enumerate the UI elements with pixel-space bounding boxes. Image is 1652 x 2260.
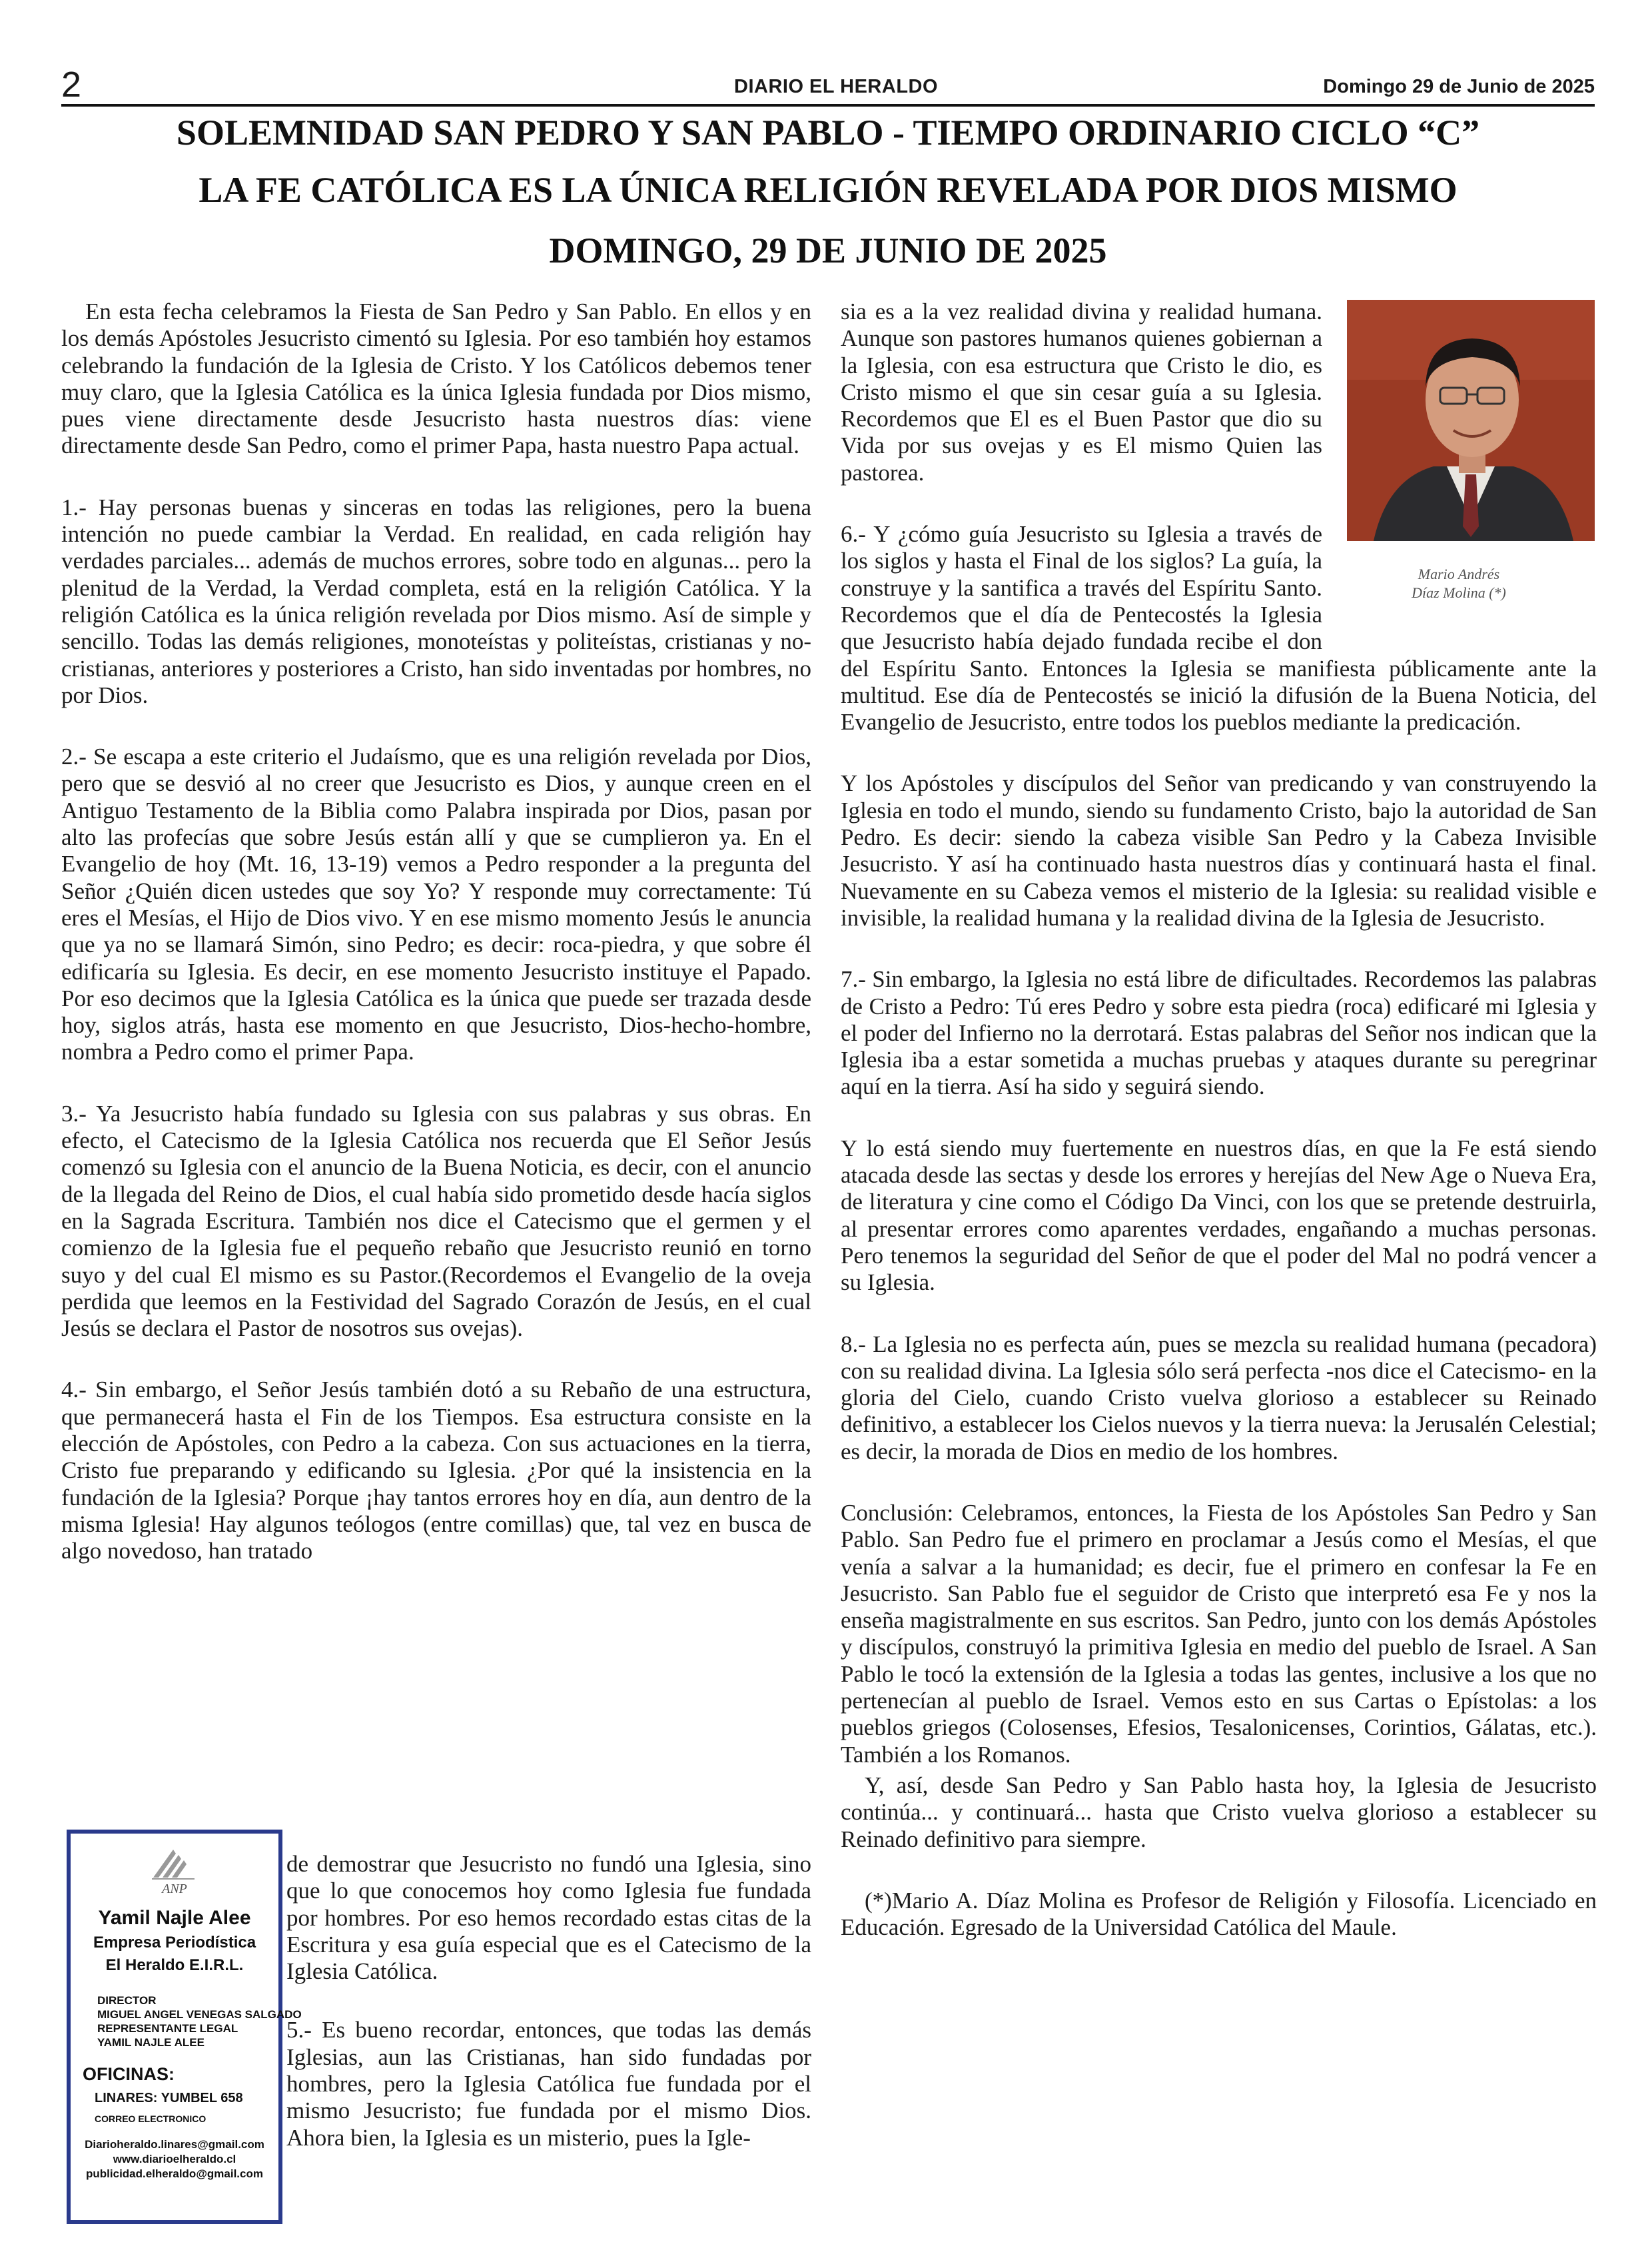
masthead-box	[67, 1830, 302, 2224]
author-photo	[1347, 300, 1595, 541]
paragraph-1: 1.- Hay personas buenas y sinceras en todas las religiones, pero la buena intención no puede cambiar la Verdad. En realidad, en cada religión hay verdades parciales... además de muchos errores, sobre todo en algunas... pero la plenitud de la Verdad, la Verdad completa, está en la religión Católica. Y la religión Católica es la única religión revelada por Dios mismo. Así de simple y sencillo. Todas las demás religiones, monoteístas y politeístas, cristianas y no-cristianas, anteriores y posteriores a Cristo, han sido inventadas por hombres, no por Dios.	[61, 494, 811, 708]
contact-details: Diarioheraldo.linares@gmail.com www.diarioelheraldo.cl publicidad.elheraldo@gmail.com	[85, 2138, 264, 2180]
page-header	[61, 65, 1595, 107]
offices-address: LINARES: YUMBEL 658	[95, 2091, 243, 2105]
issue-date: Domingo 29 de Junio de 2025	[1323, 76, 1595, 97]
headline-date: DOMINGO, 29 DE JUNIO DE 2025	[549, 231, 1107, 271]
anp-logo-icon	[149, 1844, 197, 1882]
newspaper-name: DIARIO EL HERALDO	[734, 76, 939, 97]
email-label: CORREO ELECTRONICO	[95, 2113, 206, 2124]
photo-caption: Mario Andrés Díaz Molina (*)	[1412, 566, 1506, 601]
paragraph-2: 2.- Se escapa a este criterio el Judaísmo, que es una religión revelada por Dios, pero que se desvió al no creer que Jesucristo es Dios, y aunque creen en el Antiguo Testamento de la Biblia como Palabra inspirada por Dios, pasan por alto las profecías que sobre Jesús están allí y que se cumplieron ya. En el Evangelio de hoy (Mt. 16, 13-19) vemos a Pedro responder a la pregunta del Señor ¿Quién dicen ustedes que soy Yo? Y responde muy correctamente: Tú eres el Mesías, el Hijo de Dios vivo. Y en ese mismo momento Jesús le anuncia que ya no se llamará Simón, sino Pedro; es decir: roca-piedra, y que sobre él edificaría su Iglesia. Es decir, en ese momento Jesucristo instituye el Papado. Por eso decimos que la Iglesia Católica es la única que puede ser trazada desde hoy, siglos atrás, hasta ese momento en que Jesucristo, Dios-hecho-hombre, nombra a Pedro como el primer Papa.	[61, 744, 811, 1065]
intro-paragraph: En esta fecha celebramos la Fiesta de San Pedro y San Pablo. En ellos y en los demás Apóstoles Jesucristo cimentó su Iglesia. Por eso también hoy estamos celebrando la fundación de la Iglesia de Cristo. Y los Católicos debemos tener muy claro, que la Iglesia Católica es la única Iglesia fundada por Dios mismo, pues viene directamente desde Jesucristo hasta nuestros días: viene directamente desde San Pedro, como el primer Papa, hasta nuestro Papa actual.	[61, 298, 811, 459]
page-number: 2	[61, 65, 82, 105]
paragraph-8: 8.- La Iglesia no es perfecta aún, pues se mezcla su realidad humana (pecadora) con su realidad divina. La Iglesia sólo será perfecta -nos dice el Catecismo- en la gloria del Cielo, cuando Cristo vuelva glorioso a establecer su Reinado definitivo, a establecer los Cielos nuevos y la tierra nueva: la Jerusalén Celestial; es decir, la morada de Dios en medio de los hombres.	[841, 1331, 1597, 1464]
author-footnote: (*)Mario A. Díaz Molina es Profesor de Religión y Filosofía. Licenciado en Educación. Egresado de la Universidad Católica del Maule.	[841, 1887, 1597, 1941]
right-column	[841, 298, 1597, 1976]
left-column	[61, 298, 811, 1564]
headline-line-1: SOLEMNIDAD SAN PEDRO Y SAN PABLO - TIEMPO ORDINARIO CICLO “C”	[176, 113, 1480, 153]
paragraph-5: 5.- Es bueno recordar, entonces, que todas las demás Iglesias, aun las Cristianas, han sido fundadas por hombres, pero la Iglesia Católica fue fundada por el mismo Jesucristo; fue fundada por el mismo Dios. Ahora bien, la Iglesia es un misterio, pues la Igle-	[286, 2017, 811, 2151]
author-portrait-image	[1347, 300, 1595, 541]
paragraph-7: 7.- Sin embargo, la Iglesia no está libre de dificultades. Recordemos las palabras de Cristo a Pedro: Tú eres Pedro y sobre esta piedra (roca) edificaré mi Iglesia y el poder del Infierno no la derrotará. Estas palabras del Señor nos indican que la Iglesia iba a estar sometida a muchas pruebas y ataques durante su peregrinar aquí en la tierra. Así ha sido y seguirá siendo.	[841, 966, 1597, 1100]
paragraph-4-continued: de demostrar que Jesucristo no fundó una Iglesia, sino que lo que conocemos hoy como Iglesia fue fundada por hombres. Por eso hemos recordado estas citas de la Escritura y esa guía especial que es el Catecismo de la Iglesia Católica.	[286, 1851, 811, 1985]
company-line-1: Empresa Periodística	[93, 1934, 256, 1952]
conclusion-paragraph: Conclusión: Celebramos, entonces, la Fiesta de los Apóstoles San Pedro y San Pablo. San Pedro fue el primero en proclamar a Jesús como el Mesías, el que venía a salvar a la humanidad; es decir, fue el primero en confesar la Fe en Jesucristo. San Pablo fue el seguidor de Cristo que interpretó esa Fe y nos la enseña magistralmente en sus escritos. San Pedro, junto con los demás Apóstoles y discípulos, construyó la primitiva Iglesia en medio del pueblo de Israel. A San Pablo le tocó la extensión de la Iglesia a todas las gentes, inclusive a los que no pertenecían al pueblo de Israel. Vemos esto en sus Cartas o Epístolas: a los pueblos griegos (Colosenses, Efesios, Tesalonicenses, Corintios, Gálatas, etc.). También a los Romanos.	[841, 1499, 1597, 1768]
director-name: MIGUEL ANGEL VENEGAS SALGADO	[97, 2008, 302, 2021]
paragraph-6b: Y los Apóstoles y discípulos del Señor van predicando y van construyendo la Iglesia en todo el mundo, siendo su fundamento Cristo, bajo la autoridad de San Pedro. Es decir: siendo la cabeza visible San Pedro y la Cabeza Invisible Jesucristo. Y así ha continuado hasta nuestros días y continuará hasta el final. Nuevamente en su Cabeza vemos el misterio de la Iglesia: su realidad visible e invisible, la realidad humana y la realidad divina de la Iglesia de Jesucristo.	[841, 770, 1597, 931]
paragraph-7b: Y lo está siendo muy fuertemente en nuestros días, en que la Fe está siendo atacada desde las sectas y desde los errores y herejías del New Age o Nueva Era, de literatura y cine como el Código Da Vinci, con los que se pretende destruirla, al presentar errores como aparentes verdades, engañando a muchas personas. Pero tenemos la seguridad del Señor de que el poder del Mal no podrá vencer a su Iglesia.	[841, 1135, 1597, 1296]
left-column-lower	[286, 1851, 811, 2151]
paragraph-6: 6.- Y ¿cómo guía Jesucristo su Iglesia a través de los siglos y hasta el Final de los siglos? La guía, la construye y la santifica a través del Espíritu Santo. Recordemos que el día de Pentecostés la Iglesia que Jesucristo había dejado fundada recibe el don del Espíritu Santo. Entonces la Iglesia se manifiesta públicamente ante la multitud. Ese día de Pentecostés se inició la difusión de la Buena Noticia, del Evangelio de Jesucristo, entre todos los pueblos mediante la predicación.	[841, 521, 1597, 736]
director-label: DIRECTOR	[97, 1994, 157, 2007]
legal-rep-label: REPRESENTANTE LEGAL	[97, 2022, 238, 2035]
anp-logo-text: ANP	[162, 1882, 187, 1896]
paragraph-3: 3.- Ya Jesucristo había fundado su Iglesia con sus palabras y sus obras. En efecto, el Catecismo de la Iglesia Católica nos recuerda que El Señor Jesús comenzó su Iglesia con el anuncio de la Buena Noticia, es decir, con el anuncio de la llegada del Reino de Dios, el cual había sido prometido desde hacía siglos en la Sagrada Escritura. También nos dice el Catecismo que el germen y el comienzo de la Iglesia fue el pequeño rebaño que Jesucristo reunió en torno suyo y del cual El mismo es su Pastor.(Recordemos el Evangelio de la oveja perdida que leemos en la Festividad del Sagrado Corazón de Jesús, en el cual Jesús se declara el Pastor de nosotros sus ovejas).	[61, 1100, 811, 1342]
paragraph-5-continued: sia es a la vez realidad divina y realidad humana. Aunque son pastores humanos quienes gobiernan a la Iglesia, con esa estructura que Cristo le dio, es Cristo mismo el que sin cesar guía a su Iglesia. Recordemos que El es el Buen Pastor que dio su Vida por sus ovejas y es El mismo Quien las pastorea.	[841, 298, 1322, 486]
legal-rep-name: YAMIL NAJLE ALEE	[97, 2036, 205, 2049]
closing-paragraph: Y, así, desde San Pedro y San Pablo hasta hoy, la Iglesia de Jesucristo continúa... y continuará... hasta que Cristo vuelva glorioso a establecer su Reinado definitivo para siempre.	[841, 1772, 1597, 1852]
offices-label: OFICINAS:	[83, 2064, 175, 2084]
paragraph-4: 4.- Sin embargo, el Señor Jesús también dotó a su Rebaño de una estructura, que permanecerá hasta el Fin de los Tiempos. Esa estructura consiste en la elección de Apóstoles, con Pedro a la cabeza. Con sus actuaciones en la tierra, Cristo fue preparando y edificando su Iglesia. ¿Por qué la insistencia en la fundación de la Iglesia? Porque ¡hay tantos errores hoy en día, aun dentro de la misma Iglesia! Hay algunos teólogos (entre comillas) que, tal vez en busca de algo novedoso, han tratado	[61, 1377, 811, 1564]
owner-name: Yamil Najle Alee	[98, 1907, 251, 1929]
company-line-2: El Heraldo E.I.R.L.	[105, 1956, 244, 1974]
headline-line-2: LA FE CATÓLICA ES LA ÚNICA RELIGIÓN REVELADA POR DIOS MISMO	[199, 170, 1457, 210]
